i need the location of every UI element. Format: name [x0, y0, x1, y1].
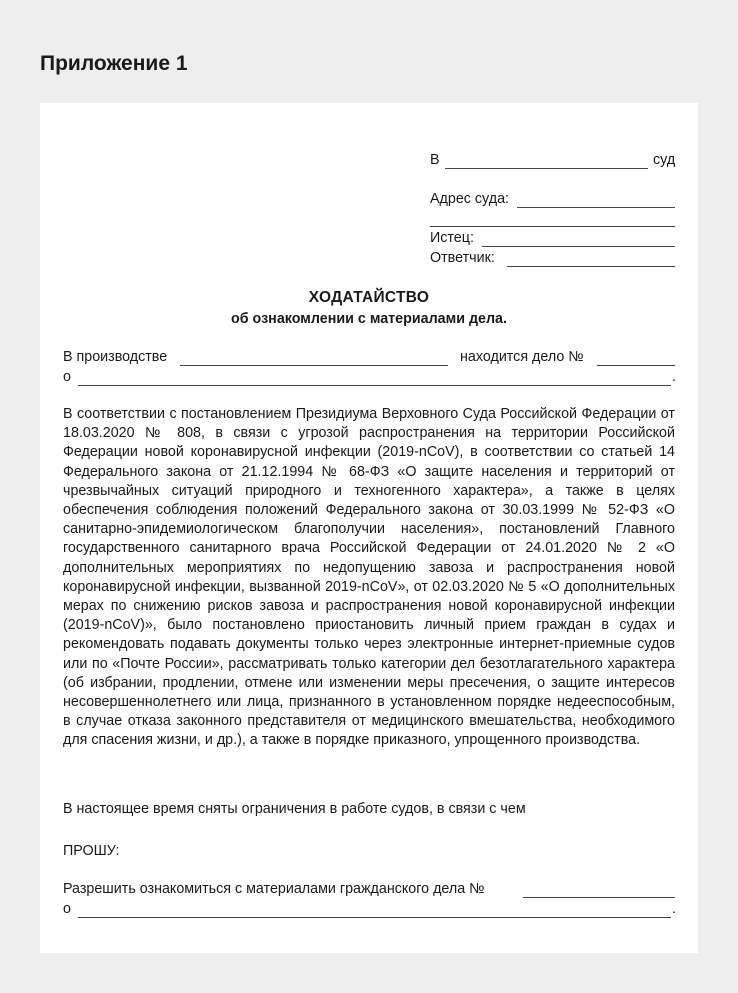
document-subtitle: об ознакомлении с материалами дела. — [231, 311, 507, 327]
case-subject-field[interactable] — [78, 385, 671, 386]
request-label: ПРОШУ: — [63, 843, 120, 859]
case-number-label: находится дело № — [460, 349, 584, 365]
court-address-field-2[interactable] — [430, 226, 675, 227]
defendant-label: Ответчик: — [430, 250, 495, 266]
plaintiff-label: Истец: — [430, 230, 474, 246]
civil-case-subject-field[interactable] — [78, 917, 671, 918]
court-proceedings-field[interactable] — [180, 365, 448, 366]
case-about-label: о — [63, 369, 71, 385]
appendix-title: Приложение 1 — [40, 52, 188, 75]
plaintiff-field[interactable] — [482, 246, 675, 247]
case-number-field[interactable] — [597, 365, 675, 366]
document-title: ХОДАТАЙСТВО — [308, 289, 430, 306]
request-about-label: о — [63, 901, 71, 917]
defendant-field[interactable] — [507, 266, 675, 267]
civil-case-number-field[interactable] — [523, 897, 675, 898]
in-proceedings-label: В производстве — [63, 349, 168, 365]
court-address-field[interactable] — [517, 207, 675, 208]
document-sheet — [40, 103, 698, 953]
court-name-field[interactable] — [445, 168, 648, 169]
request-line-period: . — [672, 901, 676, 917]
court-prefix: В — [430, 152, 440, 168]
request-text: Разрешить ознакомиться с материалами гражданского дела № — [63, 881, 485, 897]
court-address-label: Адрес суда: — [430, 191, 509, 207]
body-paragraph: В соответствии с постановлением Президиума Верховного Суда Российской Федерации от 18.03.2020 № 808, в связи с угрозой распространения на территории Российской Федерации новой коронавирусной инфекции (2019-nCoV), в соответствии со статьей 14 Федерального закона от 21.12.1994 № 68-ФЗ «О защите населения и территорий от чрезвычайных ситуаций природного и техногенного характера», а также в целях обеспечения соблюдения положений Федерального закона от 30.03.1999 № 52-ФЗ «О санитарно-эпидемиологическом благополучии населения», постановлений Главного государственного санитарного врача Российской Федерации от 24.01.2020 № 2 «О дополнительных мероприятиях по недопущению завоза и распространения новой коронавирусной инфекции, вызванной 2019-nCoV», от 02.03.2020 № 5 «О дополнительных мерах по снижению рисков завоза и распространения новой коронавирусной инфекции (2019-nCoV)», было постановлено приостановить личный прием граждан в судах и рекомендовать подавать документы только через электронные интернет-приемные судов или по «Почте России», рассматривать только категории дел безотлагательного характера (об избрании, продлении, отмене или изменении меры пресечения, о защите интересов несовершеннолетнего или лица, признанного в установленном порядке недееспособным, в случае отказа законного представителя от медицинского вмешательства, необходимого для спасения жизни, и др.), а также в порядке приказного, упрощенного производства. — [63, 406, 675, 749]
court-suffix: суд — [653, 152, 676, 168]
case-line-period: . — [672, 369, 676, 385]
restrictions-text: В настоящее время сняты ограничения в работе судов, в связи с чем — [63, 801, 526, 817]
